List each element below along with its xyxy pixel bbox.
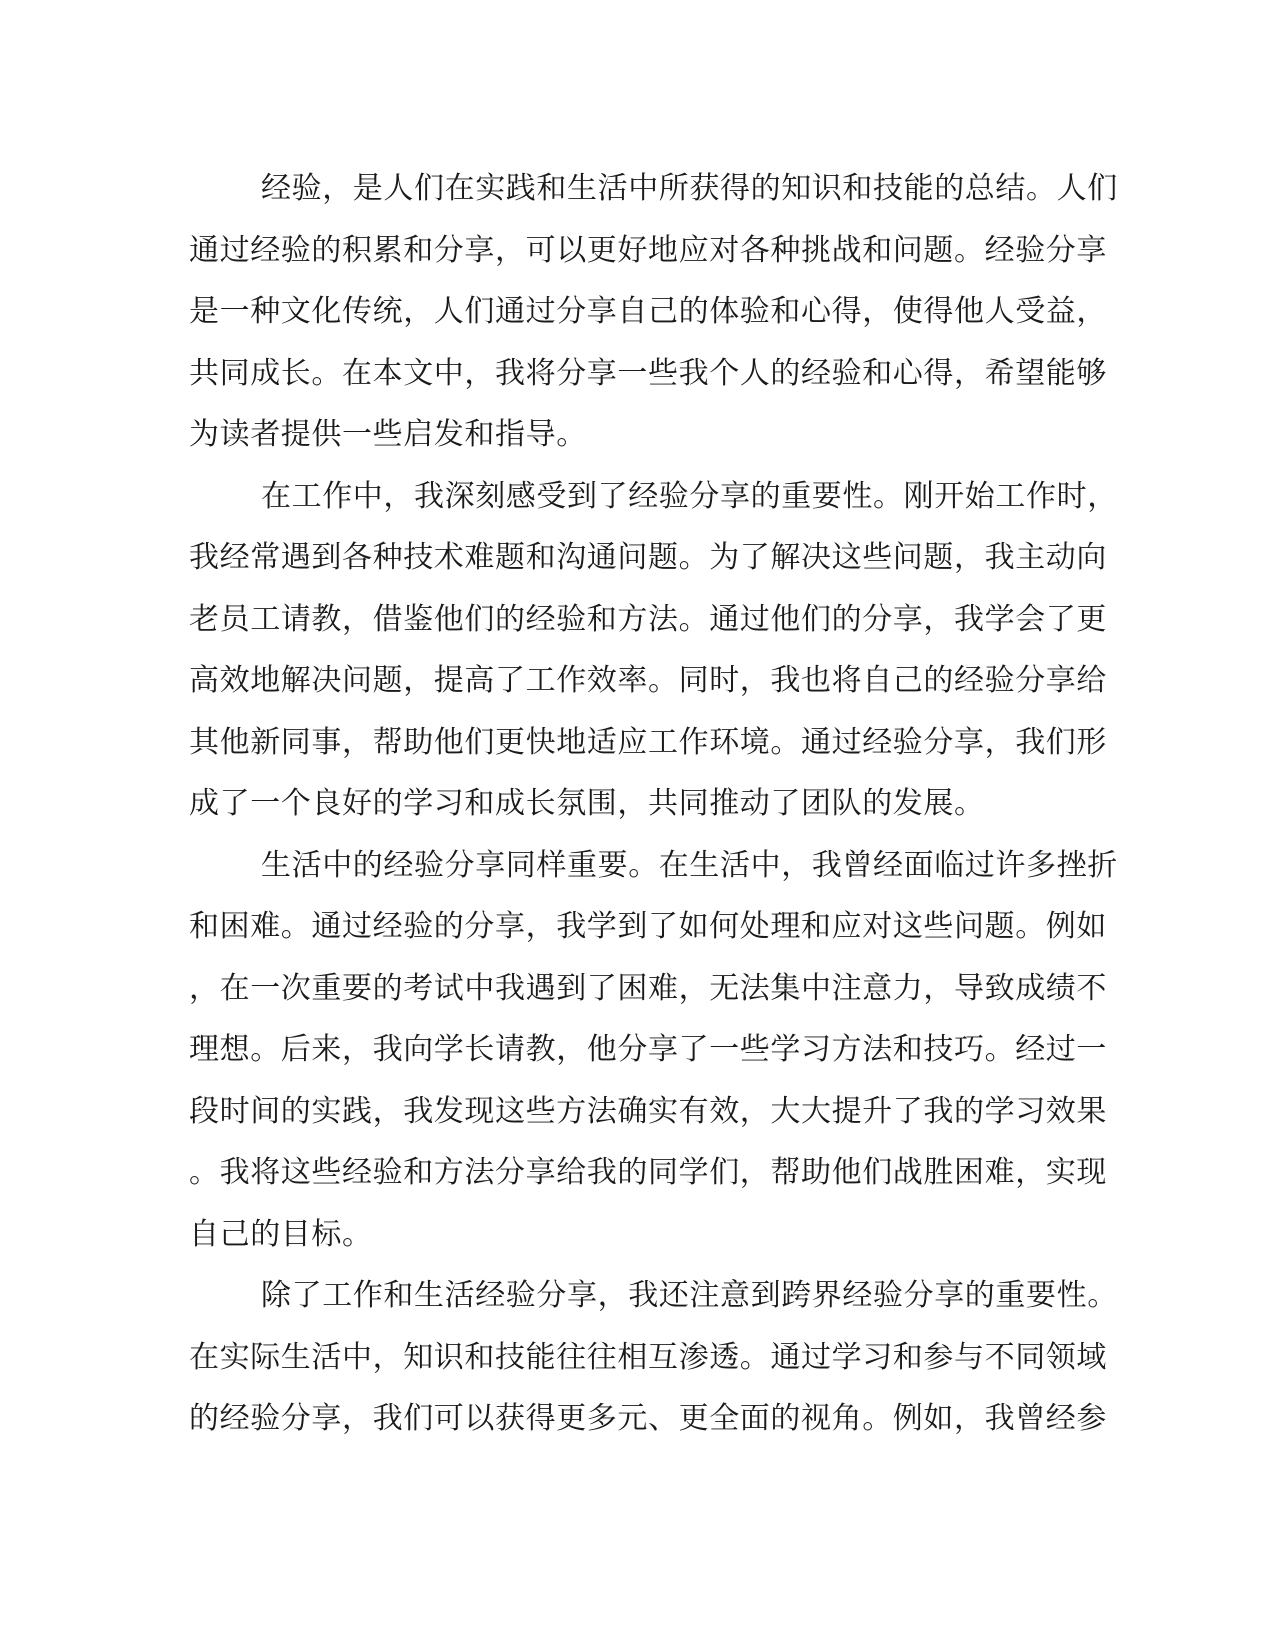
text-line: 的经验分享，我们可以获得更多元、更全面的视角。例如，我曾经参: [189, 1401, 1107, 1436]
text-line: 在实际生活中，知识和技能往往相互渗透。通过学习和参与不同领域: [189, 1339, 1107, 1375]
text-line: ，在一次重要的考试中我遇到了困难，无法集中注意力，导致成绩不: [189, 970, 1107, 1006]
text-line: 经验，是人们在实践和生活中所获得的知识和技能的总结。人们: [261, 171, 1118, 206]
text-line: 。我将这些经验和方法分享给我的同学们，帮助他们战胜困难，实现: [189, 1155, 1107, 1190]
text-line: 高效地解决问题，提高了工作效率。同时，我也将自己的经验分享给: [189, 663, 1107, 698]
text-line: 除了工作和生活经验分享，我还注意到跨界经验分享的重要性。: [261, 1278, 1118, 1313]
body-text: [189, 158, 1118, 1450]
text-line: 自己的目标。: [189, 1216, 373, 1252]
text-line: 通过经验的积累和分享，可以更好地应对各种挑战和问题。经验分享: [189, 232, 1107, 268]
text-line: 在工作中，我深刻感受到了经验分享的重要性。刚开始工作时，: [261, 478, 1118, 514]
text-line: 共同成长。在本文中，我将分享一些我个人的经验和心得，希望能够: [189, 355, 1107, 391]
text-line: 为读者提供一些启发和指导。: [189, 417, 587, 452]
text-line: 生活中的经验分享同样重要。在生活中，我曾经面临过许多挫折: [261, 847, 1118, 883]
text-line: 老员工请教，借鉴他们的经验和方法。通过他们的分享，我学会了更: [189, 601, 1107, 637]
text-line: 成了一个良好的学习和成长氛围，共同推动了团队的发展。: [189, 786, 985, 821]
text-line: 理想。后来，我向学长请教，他分享了一些学习方法和技巧。经过一: [189, 1032, 1107, 1067]
text-line: 段时间的实践，我发现这些方法确实有效，大大提升了我的学习效果: [189, 1093, 1107, 1129]
text-line: 和困难。通过经验的分享，我学到了如何处理和应对这些问题。例如: [189, 909, 1107, 944]
text-line: 其他新同事，帮助他们更快地适应工作环境。通过经验分享，我们形: [189, 724, 1107, 760]
text-line: 是一种文化传统，人们通过分享自己的体验和心得，使得他人受益，: [189, 294, 1107, 329]
text-line: 我经常遇到各种技术难题和沟通问题。为了解决这些问题，我主动向: [189, 540, 1107, 575]
